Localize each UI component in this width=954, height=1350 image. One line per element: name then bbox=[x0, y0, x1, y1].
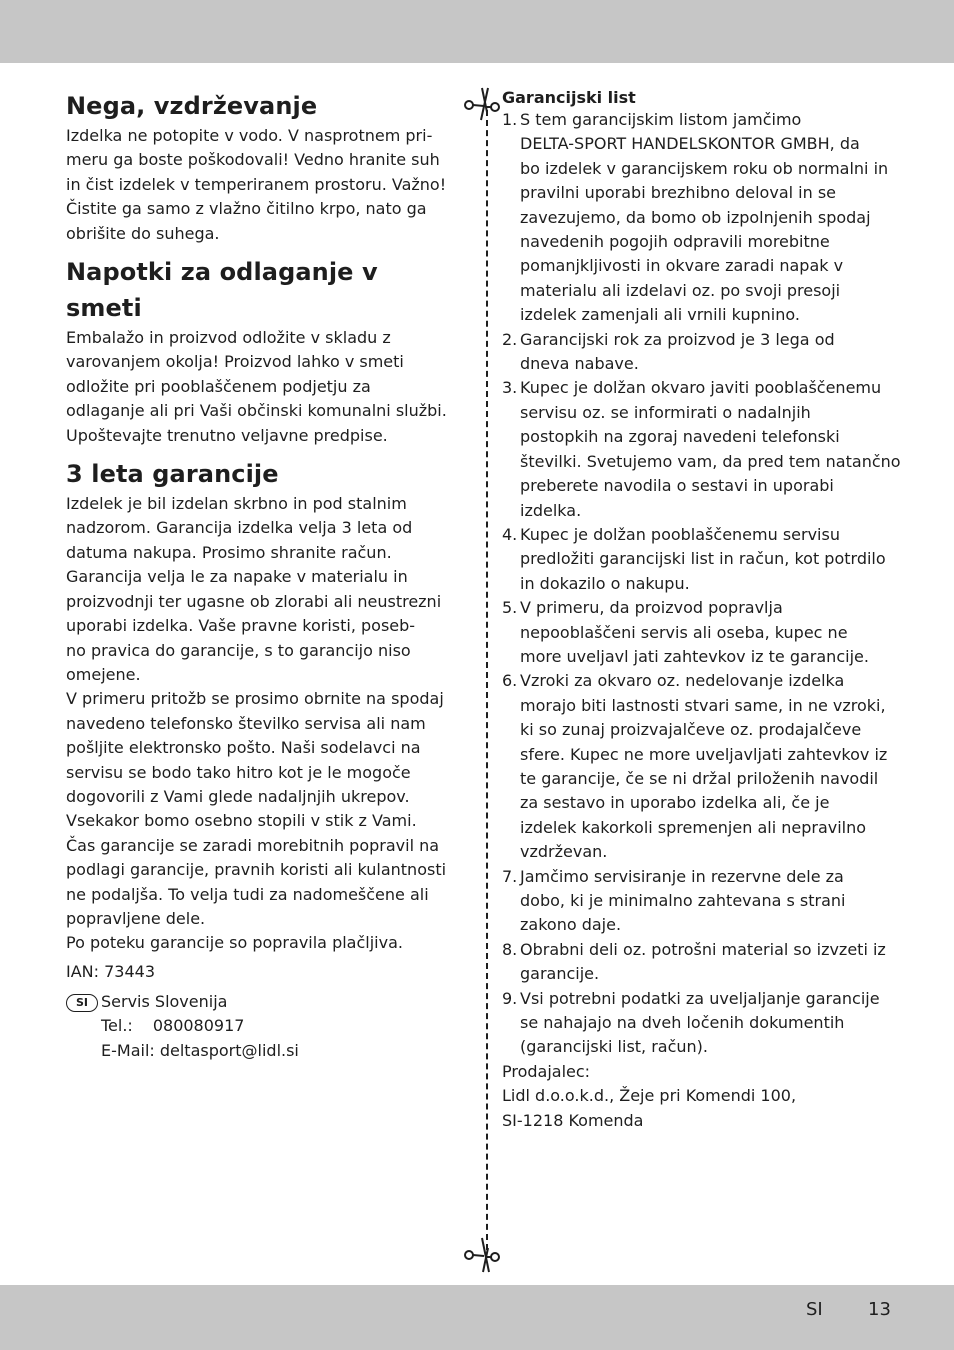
text-line: izdelek kakorkoli spremenjen ali nepravilno bbox=[520, 817, 867, 837]
section-title-care: Nega, vzdrževanje bbox=[66, 92, 318, 120]
care-text bbox=[66, 124, 451, 246]
text-line: omejene. bbox=[66, 664, 141, 684]
text-line: izdelka. bbox=[520, 500, 582, 520]
text-line: Vzroki za okvaro oz. nedelovanje izdelka bbox=[520, 671, 845, 691]
scissors-icon bbox=[462, 1236, 512, 1276]
text-line: Embalažo in proizvod odložite v skladu z bbox=[66, 328, 391, 348]
text-line: Garancija velja le za napake v materialu in bbox=[66, 567, 408, 587]
text-line: dobo, ki je minimalno zahtevana s strani bbox=[520, 891, 846, 910]
text-line: bo izdelek v garancijskem roku ob normalni in bbox=[520, 158, 889, 178]
item-number: 6. bbox=[502, 671, 518, 691]
text-line: materialu ali izdelavi oz. po svoji presoji bbox=[520, 280, 841, 300]
warranty-list bbox=[502, 108, 901, 1060]
text-line: datuma nakupa. Prosimo shranite račun. bbox=[66, 542, 392, 562]
text-line: more uveljavl jati zahtevkov iz te garancije. bbox=[520, 646, 869, 666]
text-line: Obrabni deli oz. potrošni material so izvzeti iz bbox=[520, 939, 886, 959]
section-title-warranty: 3 leta garancije bbox=[66, 460, 279, 489]
left-column bbox=[66, 88, 451, 1063]
text-line: obrišite do suhega. bbox=[66, 223, 220, 243]
text-line: ki so zunaj proizvajalčeve oz. prodajalčeve bbox=[520, 720, 862, 740]
text-line: Prodajalec: bbox=[502, 1061, 591, 1081]
text-line: odložite pri pooblaščenem podjetju za bbox=[66, 376, 371, 396]
text-line: Garancijski rok za proizvod je 3 lega od bbox=[520, 329, 835, 349]
text-line: V primeru, da proizvod popravlja bbox=[520, 598, 783, 618]
text-line: vzdrževan. bbox=[520, 842, 608, 862]
list-item bbox=[502, 987, 897, 1060]
email-line: E-Mail: deltasport@lidl.si bbox=[101, 1040, 299, 1060]
text-line: DELTA-SPORT HANDELSKONTOR GMBH, da bbox=[520, 134, 860, 154]
cut-line bbox=[486, 110, 488, 1250]
footer-language: SI bbox=[806, 1299, 823, 1320]
text-line: uporabi izdelka. Vaše pravne koristi, poseb- bbox=[66, 616, 416, 636]
list-item bbox=[502, 376, 901, 522]
warranty-card-title: Garancijski list bbox=[502, 88, 636, 107]
text-line: Izdelka ne potopite v vodo. V nasprotnem pri- bbox=[66, 126, 433, 145]
tel-label: Tel.: bbox=[101, 1016, 133, 1036]
text-line: se nahajajo na dveh ločenih dokumentih bbox=[520, 1013, 845, 1033]
list-item bbox=[502, 523, 897, 596]
text-line: za sestavo in uporabo izdelka ali, če je bbox=[520, 793, 830, 813]
warranty-text bbox=[66, 492, 451, 956]
item-number: 2. bbox=[502, 329, 518, 349]
text-line: zakono daje. bbox=[520, 915, 622, 935]
text-line: odlaganje ali pri Vaši občinski komunalni službi. bbox=[66, 401, 447, 421]
text-line: Čistite ga samo z vlažno čitilno krpo, nato ga bbox=[66, 199, 427, 219]
text-line: dogovorili z Vami glede nadaljnjih ukrepov. bbox=[66, 786, 410, 806]
text-line: Lidl d.o.o.k.d., Žeje pri Komendi 100, bbox=[502, 1086, 797, 1106]
list-item bbox=[502, 865, 897, 938]
text-line: predložiti garancijski list in račun, kot potrdilo bbox=[520, 549, 886, 569]
text-line: Kupec je dolžan okvaro javiti pooblaščenemu bbox=[520, 378, 882, 398]
text-line: pravilni uporabi brezhibno deloval in se bbox=[520, 183, 836, 203]
text-line: številki. Svetujemo vam, da pred tem natančno bbox=[520, 451, 901, 471]
text-line: Upoštevajte trenutno veljavne predpise. bbox=[66, 425, 388, 445]
text-line: navedenih pogojih odpravili morebitne bbox=[520, 232, 830, 252]
text-line: Vsekakor bomo osebno stopili v stik z Vami. bbox=[66, 811, 417, 831]
text-line: zavezujemo, da bomo ob izpolnjenih spodaj bbox=[520, 207, 871, 227]
list-item bbox=[502, 328, 897, 377]
text-line: dneva nabave. bbox=[520, 354, 639, 374]
item-number: 9. bbox=[502, 988, 518, 1008]
text-line: varovanjem okolja! Proizvod lahko v smeti bbox=[66, 352, 404, 372]
text-line: navedeno telefonsko številko servisa ali nam bbox=[66, 713, 426, 733]
text-line: no pravica do garancije, s to garancijo niso bbox=[66, 640, 411, 660]
text-line: Jamčimo servisiranje in rezervne dele za bbox=[520, 866, 844, 886]
item-number: 5. bbox=[502, 598, 518, 618]
text-line: sfere. Kupec ne more uveljavljati zahtevkov iz bbox=[520, 744, 888, 764]
text-line: proizvodnji ter ugasne ob zlorabi ali neustrezni bbox=[66, 591, 442, 611]
text-line: ne podaljša. To velja tudi za nadomeščene ali bbox=[66, 884, 429, 904]
disposal-text bbox=[66, 326, 451, 448]
text-line: in čist izdelek v temperiranem prostoru. Važno! bbox=[66, 174, 447, 194]
text-line: izdelek zamenjali ali vrnili kupnino. bbox=[520, 305, 800, 325]
text-line: pomanjkljivosti in okvare zaradi napak v bbox=[520, 256, 844, 276]
item-number: 1. bbox=[502, 110, 518, 129]
warranty-card bbox=[502, 88, 901, 1133]
list-item bbox=[502, 596, 897, 669]
text-line: S tem garancijskim listom jamčimo bbox=[520, 110, 802, 129]
text-line: nepooblaščeni servis ali oseba, kupec ne bbox=[520, 622, 848, 642]
text-line: SI-1218 Komenda bbox=[502, 1110, 644, 1130]
text-line: Po poteku garancije so popravila plačljiva. bbox=[66, 933, 403, 953]
page-number: 13 bbox=[868, 1299, 891, 1320]
seller-info bbox=[502, 1060, 897, 1133]
ian-number: IAN: 73443 bbox=[66, 961, 156, 981]
text-line: (garancijski list, račun). bbox=[520, 1037, 709, 1057]
tel-value: 080080917 bbox=[152, 1016, 245, 1036]
text-line: Izdelek je bil izdelan skrbno in pod stalnim bbox=[66, 494, 407, 514]
text-line: te garancije, če se ni držal priloženih navodil bbox=[520, 768, 879, 788]
item-number: 3. bbox=[502, 378, 518, 398]
text-line: Vsi potrebni podatki za uveljaljanje garancije bbox=[520, 988, 880, 1008]
text-line: V primeru pritožb se prosimo obrnite na spodaj bbox=[66, 689, 444, 709]
text-line: servisu se bodo tako hitro kot je le mogoče bbox=[66, 762, 411, 782]
item-number: 4. bbox=[502, 524, 518, 544]
text-line: morajo biti lastnosti stvari same, in ne vzroki, bbox=[520, 695, 886, 715]
list-item bbox=[502, 108, 897, 328]
text-line: garancije. bbox=[520, 964, 600, 984]
text-line: servisu oz. se informirati o nadalnjih bbox=[520, 402, 811, 422]
top-bar bbox=[0, 0, 954, 63]
list-item bbox=[502, 669, 897, 864]
text-line: popravljene dele. bbox=[66, 908, 206, 928]
text-line: nadzorom. Garancija izdelka velja 3 leta od bbox=[66, 518, 413, 538]
text-line: postopkih na zgoraj navedeni telefonski bbox=[520, 427, 840, 447]
item-number: 7. bbox=[502, 866, 518, 886]
text-line: Kupec je dolžan pooblaščenemu servisu bbox=[520, 524, 840, 544]
text-line: Čas garancije se zaradi morebitnih popravil na bbox=[66, 835, 440, 855]
text-line: in dokazilo o nakupu. bbox=[520, 573, 690, 593]
section-title-disposal: Napotki za odlaganje v smeti bbox=[66, 258, 378, 323]
list-item bbox=[502, 938, 897, 987]
country-badge: SI bbox=[66, 994, 98, 1012]
text-line: meru ga boste poškodovali! Vedno hranite suh bbox=[66, 150, 440, 170]
text-line: preberete navodila o sestavi in uporabi bbox=[520, 476, 834, 496]
text-line: pošljite elektronsko pošto. Naši sodelavci na bbox=[66, 738, 421, 758]
item-number: 8. bbox=[502, 939, 518, 959]
service-name: Servis Slovenija bbox=[101, 991, 228, 1011]
text-line: podlagi garancije, pravnih koristi ali kulantnosti bbox=[66, 860, 447, 880]
service-block bbox=[66, 990, 451, 1063]
